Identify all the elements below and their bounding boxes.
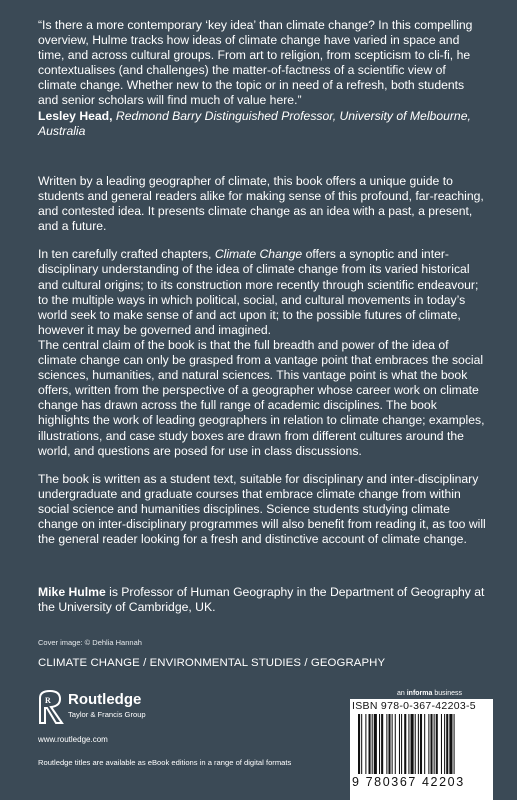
quote-text: “Is there a more contemporary ‘key idea’ than climate change? In this compelling overview, Hulme tracks how ideas of climate change have varied in space and time, and across cultural groups. From art to religion, from scepticism to cli-fi, he contextualises (and challenges) the matter-of-factness of a scientific view of climate change. Whether new to the topic or in need of a refresh, both students and senior scholars will find much of value here.” [38, 18, 473, 108]
barcode-bar [446, 714, 448, 774]
ean-digits: 9 780367 42203 [352, 775, 465, 789]
informa-prefix: an [397, 690, 407, 697]
quote-author: Lesley Head, [38, 108, 113, 123]
barcode-bar [379, 714, 380, 774]
cover-image-credit: Cover image: © Dehlia Hannah [38, 638, 142, 647]
barcode-bar [381, 714, 383, 774]
barcode-bar [428, 714, 429, 774]
publisher-name: Routledge [68, 691, 142, 708]
author-bio-text: is Professor of Human Geography in the Department of Geography at the University of Cambridge, UK. [38, 585, 485, 615]
publisher-group: Taylor & Francis Group [68, 710, 146, 719]
barcode-bar [436, 714, 438, 774]
description-p2-rest: offers a synoptic and inter-disciplinary understanding of the idea of climate change from its varied historical and cultural origins; to its construction more recently through scientific endeavour; to the multiple ways in which political, social, and cultural movements in today’s world seek to make sense of and act upon it; to the possible futures of climate, however it may be governed and imagined. [38, 247, 479, 337]
barcode-bar [424, 714, 425, 774]
description-p2-start: In ten carefully crafted chapters, [38, 247, 215, 262]
barcode-bar [374, 714, 377, 774]
author-bio [38, 585, 486, 615]
endorsement-quote [38, 18, 486, 139]
description-paragraph-2 [38, 247, 486, 338]
book-title-italic: Climate Change [214, 247, 303, 262]
barcode-bar [388, 714, 390, 774]
barcode-bar [415, 714, 416, 774]
description-paragraph-1: Written by a leading geographer of climate, this book offers a unique guide to students and general readers alike for making sense of this profound, far-reaching, and contested idea. It presents climate change as an idea with a past, a present, and a future. [38, 174, 484, 234]
informa-brand: informa [406, 690, 433, 697]
isbn-text: ISBN 978-0-367-42203-5 [352, 700, 476, 712]
barcode-bar [401, 714, 402, 774]
barcode-bar [418, 714, 419, 774]
barcode-bar [404, 714, 406, 774]
barcode-bar [369, 714, 371, 774]
barcode-bar [386, 714, 387, 774]
barcode-icon [357, 714, 491, 774]
informa-business-tag [397, 690, 462, 697]
subject-categories: CLIMATE CHANGE / ENVIRONMENTAL STUDIES / GEOGRAPHY [38, 657, 386, 669]
barcode-bar [372, 714, 373, 774]
informa-suffix: business [432, 690, 462, 697]
quote-affiliation: Redmond Barry Distinguished Professor, University of Melbourne, Australia [38, 108, 471, 138]
publisher-website: www.routledge.com [38, 735, 108, 744]
barcode-bar [408, 714, 409, 774]
barcode-bar [454, 714, 455, 774]
barcode-bar [361, 714, 362, 774]
routledge-mark-icon [38, 689, 64, 725]
description-paragraph-3: The central claim of the book is that the full breadth and power of the idea of climate change can only be grasped from a vantage point that embraces the social sciences, humanities, and natural sciences. This vantage point is what the book offers, written from the perspective of a geographer whose career work on climate change has drawn across the full range of academic disciplines. The book highlights the work of leading geographers in relation to climate change; examples, illustrations, and case study boxes are drawn from different cultures around the world, and questions are posed for use in class discussions. [38, 337, 485, 458]
barcode-bar [411, 714, 414, 774]
barcode-bar [441, 714, 442, 774]
ebook-footnote: Routledge titles are available as eBook editions in a range of digital formats [38, 758, 292, 767]
barcode-bar [392, 714, 393, 774]
barcode-bar [420, 714, 422, 774]
description-paragraph-4: The book is written as a student text, suitable for disciplinary and inter-disciplinary undergraduate and graduate courses that embrace climate change from within social science and humanities disciplines. Science students studying climate change on inter-disciplinary programmes will also benefit from reading it, as too will the general reader looking for a fresh and distinctive account of climate change. [38, 471, 486, 547]
barcode-bar [365, 714, 366, 774]
barcode-bar [449, 714, 452, 774]
book-description [38, 174, 486, 560]
barcode-bar [358, 714, 360, 774]
barcode-bar [430, 714, 432, 774]
barcode-bar [395, 714, 396, 774]
author-name: Mike Hulme [38, 585, 106, 599]
svg-text:R: R [45, 696, 51, 705]
barcode-bar [444, 714, 445, 774]
barcode-bar [434, 714, 435, 774]
routledge-logo [38, 689, 188, 729]
barcode-bar [399, 714, 400, 774]
